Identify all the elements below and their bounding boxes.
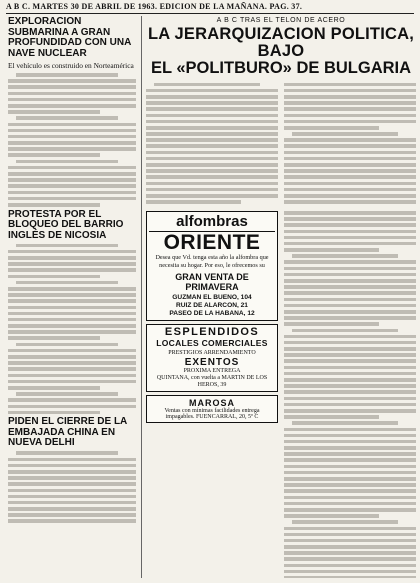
lower-section — [146, 208, 416, 578]
ad-alfombras-oriente — [146, 211, 278, 320]
ad1-line1: alfombras — [149, 214, 275, 232]
column-divider — [141, 16, 142, 578]
main-title-line2: EL «POLITBURO» DE BULGARIA — [150, 59, 412, 77]
ad-locales — [146, 324, 278, 392]
ad2-line4: EXENTOS — [184, 356, 240, 368]
page-header: A B C. MARTES 30 DE ABRIL DE 1963. EDICION DE LA MAÑANA. PAG. 37. — [6, 2, 303, 11]
ad2-line5: PROXIMA ENTREGA — [183, 367, 241, 374]
article-body-top — [146, 80, 416, 206]
ad2-line6: QUINTANA, con vuelta a MARTIN DE LOS HEROS, 39 — [156, 374, 268, 388]
subhead-submarine: El vehículo es construido en Norteamérica — [8, 61, 134, 70]
headline-nicosia: PROTESTA POR EL BLOQUEO DEL BARRIO INGLÉS DE NICOSIA — [8, 208, 124, 241]
ad1-addr1: GUZMAN EL BUENO, 104 — [172, 293, 252, 301]
ad2-line2: LOCALES COMERCIALES — [156, 338, 268, 349]
ad1-sale-line1: GRAN VENTA DE — [175, 271, 249, 282]
ad3-line2: Ventas con mínimas facilidades entrega — [164, 407, 260, 414]
ad-marosa — [146, 395, 278, 423]
body-nicosia — [8, 244, 136, 415]
body-submarine — [8, 73, 136, 207]
main-title-line1: LA JERARQUIZACION POLITICA, BAJO — [147, 25, 415, 60]
body-embassy — [8, 451, 136, 523]
ad2-line3: PRESTIGIOS ARRENDAMIENTO — [168, 349, 256, 356]
ad2-line1: ESPLENDIDOS — [164, 325, 260, 338]
article-body-bottom — [284, 208, 416, 578]
left-column — [8, 16, 136, 578]
ad1-sale-line2: PRIMAVERA — [185, 281, 239, 292]
ad3-line3: impagables. FUENCARRAL, 20, 5º C — [165, 413, 259, 420]
headline-submarine: EXPLORACION SUBMARINA A GRAN PROFUNDIDAD CON UNA NAVE NUCLEAR — [8, 16, 131, 59]
ad1-addr3: PASEO DE LA HABANA, 12 — [169, 309, 255, 317]
ad1-text: Desea que Vd. tenga esta año la alfombra que necesita su hogar. Por eso, le ofrecemos su — [155, 254, 269, 269]
ad1-line2: ORIENTE — [163, 231, 261, 255]
ad3-line1: MAROSA — [189, 397, 235, 408]
header-rule — [6, 13, 414, 14]
ad1-addr2: RUIZ DE ALARCON, 21 — [176, 301, 248, 309]
right-column — [146, 16, 416, 578]
section-kicker: A B C TRAS EL TELON DE ACERO — [216, 17, 346, 24]
headline-embassy: PIDEN EL CIERRE DE LA EMBAJADA CHINA EN NUEVA DELHI — [8, 416, 127, 449]
